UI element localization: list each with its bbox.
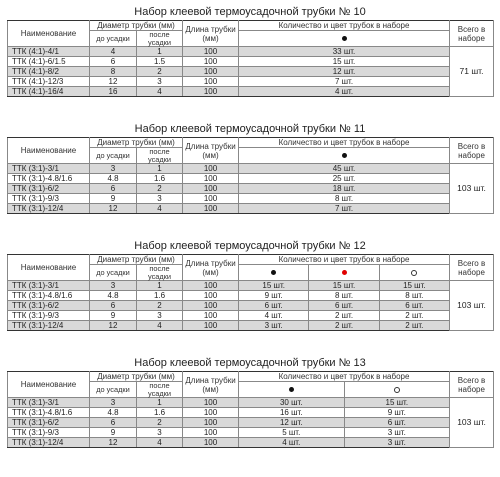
cell-name: ТТК (3:1)-4.8/1.6 bbox=[8, 291, 90, 301]
cell-name: ТТК (3:1)-4.8/1.6 bbox=[8, 174, 90, 184]
table-row bbox=[8, 398, 494, 408]
column-header-length: Длина трубки (мм) bbox=[183, 372, 239, 398]
cell-count: 12 шт. bbox=[239, 418, 345, 428]
cell-before: 12 bbox=[90, 438, 137, 448]
table-row bbox=[8, 57, 494, 67]
cell-name: ТТК (3:1)-9/3 bbox=[8, 194, 90, 204]
table-row bbox=[8, 428, 494, 438]
section-title: Набор клеевой термоусадочной трубки № 13 bbox=[134, 357, 366, 369]
cell-before: 4.8 bbox=[90, 408, 137, 418]
cell-after: 1.6 bbox=[137, 291, 183, 301]
cell-after: 2 bbox=[137, 184, 183, 194]
cell-before: 12 bbox=[90, 204, 137, 214]
column-header-before-shrink: до усадки bbox=[90, 31, 137, 47]
column-header-quantity: Количество и цвет трубок в наборе bbox=[239, 138, 450, 148]
cell-name: ТТК (3:1)-12/4 bbox=[8, 321, 90, 331]
cell-count: 6 шт. bbox=[379, 301, 449, 311]
cell-length: 100 bbox=[183, 321, 239, 331]
cell-count: 7 шт. bbox=[239, 204, 450, 214]
cell-name: ТТК (3:1)-4.8/1.6 bbox=[8, 408, 90, 418]
color-header-white bbox=[344, 382, 450, 398]
cell-length: 100 bbox=[183, 204, 239, 214]
column-header-total: Всего в наборе bbox=[450, 255, 494, 281]
kit-table bbox=[7, 137, 494, 214]
cell-count: 6 шт. bbox=[344, 418, 450, 428]
cell-name: ТТК (3:1)-6/2 bbox=[8, 301, 90, 311]
cell-count: 8 шт. bbox=[239, 194, 450, 204]
column-header-diameter: Диаметр трубки (мм) bbox=[90, 138, 183, 148]
cell-before: 9 bbox=[90, 311, 137, 321]
column-header-total: Всего в наборе bbox=[450, 372, 494, 398]
column-header-total: Всего в наборе bbox=[450, 21, 494, 47]
white-dot-icon bbox=[394, 387, 400, 393]
cell-length: 100 bbox=[183, 47, 239, 57]
table-row bbox=[8, 291, 494, 301]
section-title: Набор клеевой термоусадочной трубки № 11 bbox=[134, 123, 366, 135]
cell-count: 8 шт. bbox=[309, 291, 379, 301]
table-row bbox=[8, 418, 494, 428]
column-header-length: Длина трубки (мм) bbox=[183, 21, 239, 47]
cell-count: 2 шт. bbox=[309, 321, 379, 331]
column-header-before-shrink: до усадки bbox=[90, 265, 137, 281]
cell-length: 100 bbox=[183, 418, 239, 428]
cell-after: 3 bbox=[137, 311, 183, 321]
section-title: Набор клеевой термоусадочной трубки № 10 bbox=[134, 6, 366, 18]
table-row bbox=[8, 194, 494, 204]
cell-count: 25 шт. bbox=[239, 174, 450, 184]
cell-length: 100 bbox=[183, 311, 239, 321]
cell-after: 1.5 bbox=[137, 57, 183, 67]
cell-before: 12 bbox=[90, 321, 137, 331]
cell-count: 15 шт. bbox=[379, 281, 449, 291]
color-header-white bbox=[379, 265, 449, 281]
black-dot-icon bbox=[342, 36, 347, 41]
column-header-quantity: Количество и цвет трубок в наборе bbox=[239, 21, 450, 31]
cell-count: 3 шт. bbox=[344, 438, 450, 448]
cell-after: 4 bbox=[137, 87, 183, 97]
cell-after: 2 bbox=[137, 418, 183, 428]
table-row bbox=[8, 204, 494, 214]
cell-before: 3 bbox=[90, 398, 137, 408]
kit-table bbox=[7, 254, 494, 331]
cell-count: 6 шт. bbox=[309, 301, 379, 311]
cell-before: 6 bbox=[90, 301, 137, 311]
cell-before: 6 bbox=[90, 57, 137, 67]
table-row bbox=[8, 47, 494, 57]
cell-length: 100 bbox=[183, 77, 239, 87]
cell-count: 2 шт. bbox=[379, 311, 449, 321]
cell-length: 100 bbox=[183, 291, 239, 301]
cell-name: ТТК (3:1)-9/3 bbox=[8, 311, 90, 321]
cell-count: 2 шт. bbox=[309, 311, 379, 321]
white-dot-icon bbox=[411, 270, 417, 276]
cell-count: 2 шт. bbox=[379, 321, 449, 331]
cell-count: 15 шт. bbox=[239, 57, 450, 67]
cell-before: 4.8 bbox=[90, 291, 137, 301]
table-row bbox=[8, 408, 494, 418]
cell-length: 100 bbox=[183, 174, 239, 184]
cell-before: 16 bbox=[90, 87, 137, 97]
table-row bbox=[8, 174, 494, 184]
table-row bbox=[8, 67, 494, 77]
column-header-before-shrink: до усадки bbox=[90, 148, 137, 164]
table-row bbox=[8, 321, 494, 331]
table-row bbox=[8, 164, 494, 174]
cell-after: 4 bbox=[137, 321, 183, 331]
cell-name: ТТК (4:1)-4/1 bbox=[8, 47, 90, 57]
cell-length: 100 bbox=[183, 194, 239, 204]
cell-length: 100 bbox=[183, 408, 239, 418]
cell-after: 3 bbox=[137, 428, 183, 438]
cell-after: 3 bbox=[137, 77, 183, 87]
cell-count: 4 шт. bbox=[239, 311, 309, 321]
cell-after: 2 bbox=[137, 301, 183, 311]
cell-count: 8 шт. bbox=[379, 291, 449, 301]
table-row bbox=[8, 301, 494, 311]
color-header-black bbox=[239, 265, 309, 281]
cell-after: 4 bbox=[137, 204, 183, 214]
column-header-diameter: Диаметр трубки (мм) bbox=[90, 372, 183, 382]
cell-after: 1 bbox=[137, 47, 183, 57]
cell-count: 45 шт. bbox=[239, 164, 450, 174]
kit-section-11 bbox=[7, 123, 493, 214]
kit-table bbox=[7, 20, 494, 97]
column-header-total: Всего в наборе bbox=[450, 138, 494, 164]
cell-after: 3 bbox=[137, 194, 183, 204]
cell-before: 6 bbox=[90, 184, 137, 194]
red-dot-icon bbox=[342, 270, 347, 275]
column-header-diameter: Диаметр трубки (мм) bbox=[90, 255, 183, 265]
cell-before: 3 bbox=[90, 164, 137, 174]
cell-name: ТТК (3:1)-3/1 bbox=[8, 164, 90, 174]
cell-count: 33 шт. bbox=[239, 47, 450, 57]
cell-after: 1.6 bbox=[137, 174, 183, 184]
cell-count: 15 шт. bbox=[239, 281, 309, 291]
cell-count: 9 шт. bbox=[239, 291, 309, 301]
cell-after: 1 bbox=[137, 164, 183, 174]
black-dot-icon bbox=[289, 387, 294, 392]
kit-section-10 bbox=[7, 6, 493, 97]
column-header-before-shrink: до усадки bbox=[90, 382, 137, 398]
cell-before: 9 bbox=[90, 428, 137, 438]
cell-count: 3 шт. bbox=[344, 428, 450, 438]
cell-name: ТТК (4:1)-12/3 bbox=[8, 77, 90, 87]
cell-after: 1.6 bbox=[137, 408, 183, 418]
table-row bbox=[8, 438, 494, 448]
column-header-after-shrink: после усадки bbox=[137, 148, 183, 164]
cell-after: 1 bbox=[137, 281, 183, 291]
cell-name: ТТК (4:1)-16/4 bbox=[8, 87, 90, 97]
cell-name: ТТК (3:1)-12/4 bbox=[8, 438, 90, 448]
table-row bbox=[8, 184, 494, 194]
table-row bbox=[8, 77, 494, 87]
cell-length: 100 bbox=[183, 438, 239, 448]
column-header-name: Наименование bbox=[8, 255, 90, 281]
cell-name: ТТК (3:1)-3/1 bbox=[8, 398, 90, 408]
column-header-name: Наименование bbox=[8, 138, 90, 164]
section-title: Набор клеевой термоусадочной трубки № 12 bbox=[134, 240, 366, 252]
black-dot-icon bbox=[271, 270, 276, 275]
column-header-after-shrink: после усадки bbox=[137, 31, 183, 47]
column-header-after-shrink: после усадки bbox=[137, 265, 183, 281]
cell-before: 12 bbox=[90, 77, 137, 87]
column-header-name: Наименование bbox=[8, 21, 90, 47]
cell-after: 1 bbox=[137, 398, 183, 408]
cell-before: 8 bbox=[90, 67, 137, 77]
column-header-diameter: Диаметр трубки (мм) bbox=[90, 21, 183, 31]
table-row bbox=[8, 311, 494, 321]
cell-name: ТТК (3:1)-12/4 bbox=[8, 204, 90, 214]
cell-length: 100 bbox=[183, 67, 239, 77]
cell-count: 15 шт. bbox=[309, 281, 379, 291]
cell-count: 3 шт. bbox=[239, 321, 309, 331]
cell-count: 5 шт. bbox=[239, 428, 345, 438]
column-header-length: Длина трубки (мм) bbox=[183, 255, 239, 281]
black-dot-icon bbox=[342, 153, 347, 158]
column-header-quantity: Количество и цвет трубок в наборе bbox=[239, 372, 450, 382]
cell-before: 6 bbox=[90, 418, 137, 428]
cell-total: 103 шт. bbox=[450, 164, 494, 214]
cell-name: ТТК (3:1)-6/2 bbox=[8, 184, 90, 194]
table-row bbox=[8, 87, 494, 97]
cell-name: ТТК (4:1)-8/2 bbox=[8, 67, 90, 77]
column-header-quantity: Количество и цвет трубок в наборе bbox=[239, 255, 450, 265]
kit-section-13 bbox=[7, 357, 493, 448]
cell-count: 4 шт. bbox=[239, 438, 345, 448]
cell-name: ТТК (3:1)-6/2 bbox=[8, 418, 90, 428]
color-header-black bbox=[239, 148, 450, 164]
kit-section-12 bbox=[7, 240, 493, 331]
cell-count: 4 шт. bbox=[239, 87, 450, 97]
cell-after: 4 bbox=[137, 438, 183, 448]
cell-count: 18 шт. bbox=[239, 184, 450, 194]
cell-before: 9 bbox=[90, 194, 137, 204]
cell-after: 2 bbox=[137, 67, 183, 77]
cell-before: 4 bbox=[90, 47, 137, 57]
color-header-black bbox=[239, 31, 450, 47]
cell-count: 16 шт. bbox=[239, 408, 345, 418]
cell-name: ТТК (3:1)-9/3 bbox=[8, 428, 90, 438]
column-header-length: Длина трубки (мм) bbox=[183, 138, 239, 164]
cell-count: 9 шт. bbox=[344, 408, 450, 418]
column-header-after-shrink: после усадки bbox=[137, 382, 183, 398]
cell-name: ТТК (4:1)-6/1.5 bbox=[8, 57, 90, 67]
cell-length: 100 bbox=[183, 301, 239, 311]
cell-total: 71 шт. bbox=[450, 47, 494, 97]
column-header-name: Наименование bbox=[8, 372, 90, 398]
cell-length: 100 bbox=[183, 87, 239, 97]
cell-count: 15 шт. bbox=[344, 398, 450, 408]
cell-count: 30 шт. bbox=[239, 398, 345, 408]
cell-name: ТТК (3:1)-3/1 bbox=[8, 281, 90, 291]
kit-table bbox=[7, 371, 494, 448]
color-header-black bbox=[239, 382, 345, 398]
table-row bbox=[8, 281, 494, 291]
cell-count: 6 шт. bbox=[239, 301, 309, 311]
cell-length: 100 bbox=[183, 428, 239, 438]
color-header-red bbox=[309, 265, 379, 281]
cell-before: 3 bbox=[90, 281, 137, 291]
cell-length: 100 bbox=[183, 281, 239, 291]
cell-length: 100 bbox=[183, 184, 239, 194]
cell-count: 12 шт. bbox=[239, 67, 450, 77]
cell-length: 100 bbox=[183, 57, 239, 67]
cell-length: 100 bbox=[183, 164, 239, 174]
cell-count: 7 шт. bbox=[239, 77, 450, 87]
cell-total: 103 шт. bbox=[450, 398, 494, 448]
cell-total: 103 шт. bbox=[450, 281, 494, 331]
cell-before: 4.8 bbox=[90, 174, 137, 184]
cell-length: 100 bbox=[183, 398, 239, 408]
